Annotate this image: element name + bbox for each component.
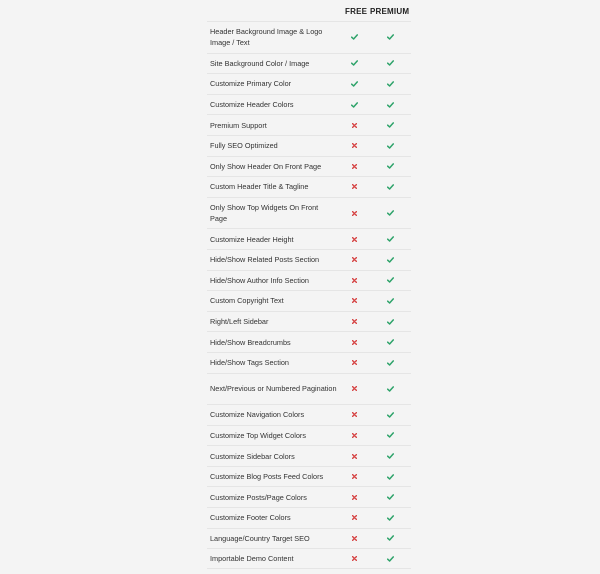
free-cell <box>337 515 371 520</box>
premium-cell <box>371 236 409 242</box>
premium-cell <box>371 122 409 128</box>
feature-label: Custom Header Title & Tagline <box>210 182 309 192</box>
premium-cell <box>371 432 409 438</box>
cross-icon <box>352 386 357 391</box>
feature-label: Next/Previous or Numbered Pagination <box>210 384 337 394</box>
free-cell <box>337 298 371 303</box>
comparison-table <box>207 0 411 569</box>
checkmark-icon <box>387 494 394 500</box>
checkmark-icon <box>387 535 394 541</box>
premium-cell <box>371 184 409 190</box>
cross-icon <box>352 360 357 365</box>
checkmark-icon <box>387 319 394 325</box>
feature-label: Customize Blog Posts Feed Colors <box>210 472 324 482</box>
checkmark-icon <box>351 102 358 108</box>
checkmark-icon <box>387 257 394 263</box>
checkmark-icon <box>387 515 394 521</box>
feature-label: Customize Top Widget Colors <box>210 430 306 440</box>
checkmark-icon <box>387 298 394 304</box>
feature-label: Importable Demo Content <box>210 554 294 564</box>
feature-label: Hide/Show Tags Section <box>210 358 289 368</box>
free-cell <box>337 386 371 391</box>
premium-column-header: PREMIUM <box>370 7 410 16</box>
checkmark-icon <box>351 81 358 87</box>
premium-cell <box>371 210 409 216</box>
table-row <box>207 373 411 405</box>
table-row <box>207 425 411 446</box>
free-cell <box>337 143 371 148</box>
free-cell <box>337 164 371 169</box>
checkmark-icon <box>387 556 394 562</box>
free-cell <box>337 257 371 262</box>
cross-icon <box>352 495 357 500</box>
table-row <box>207 311 411 332</box>
checkmark-icon <box>387 474 394 480</box>
feature-label: Customize Header Height <box>210 234 294 244</box>
table-row <box>207 249 411 270</box>
free-cell <box>337 556 371 561</box>
table-row <box>207 507 411 528</box>
premium-cell <box>371 386 409 392</box>
free-cell <box>337 495 371 500</box>
feature-label: Language/Country Target SEO <box>210 533 310 543</box>
free-column-header: FREE <box>345 7 368 16</box>
checkmark-icon <box>387 339 394 345</box>
premium-cell <box>371 60 409 66</box>
cross-icon <box>352 237 357 242</box>
free-cell <box>337 474 371 479</box>
table-row <box>207 114 411 135</box>
table-row <box>207 548 411 569</box>
checkmark-icon <box>351 60 358 66</box>
free-cell <box>337 278 371 283</box>
premium-cell <box>371 143 409 149</box>
checkmark-icon <box>387 143 394 149</box>
table-row <box>207 486 411 507</box>
table-row <box>207 331 411 352</box>
cross-icon <box>352 515 357 520</box>
checkmark-icon <box>387 184 394 190</box>
premium-cell <box>371 102 409 108</box>
cross-icon <box>352 536 357 541</box>
free-cell <box>337 536 371 541</box>
free-cell <box>337 340 371 345</box>
premium-cell <box>371 298 409 304</box>
cross-icon <box>352 257 357 262</box>
premium-cell <box>371 81 409 87</box>
feature-label: Premium Support <box>210 120 267 130</box>
checkmark-icon <box>387 432 394 438</box>
checkmark-icon <box>351 34 358 40</box>
free-cell <box>337 360 371 365</box>
cross-icon <box>352 412 357 417</box>
cross-icon <box>352 319 357 324</box>
table-row <box>207 156 411 177</box>
feature-label: Site Background Color / Image <box>210 58 310 68</box>
table-row <box>207 94 411 115</box>
feature-label: Custom Copyright Text <box>210 296 284 306</box>
checkmark-icon <box>387 34 394 40</box>
feature-label: Hide/Show Author Info Section <box>210 275 309 285</box>
cross-icon <box>352 143 357 148</box>
cross-icon <box>352 211 357 216</box>
free-cell <box>337 184 371 189</box>
table-row <box>207 445 411 466</box>
cross-icon <box>352 340 357 345</box>
free-cell <box>337 34 371 40</box>
premium-cell <box>371 339 409 345</box>
checkmark-icon <box>387 210 394 216</box>
premium-cell <box>371 494 409 500</box>
table-row <box>207 53 411 74</box>
feature-label: Customize Footer Colors <box>210 513 291 523</box>
table-row <box>207 197 411 229</box>
cross-icon <box>352 164 357 169</box>
cross-icon <box>352 184 357 189</box>
cross-icon <box>352 433 357 438</box>
checkmark-icon <box>387 60 394 66</box>
table-row <box>207 352 411 373</box>
table-row <box>207 404 411 425</box>
feature-label: Fully SEO Optimized <box>210 141 278 151</box>
free-cell <box>337 433 371 438</box>
cross-icon <box>352 454 357 459</box>
free-cell <box>337 123 371 128</box>
free-cell <box>337 60 371 66</box>
premium-cell <box>371 360 409 366</box>
cross-icon <box>352 298 357 303</box>
table-row <box>207 21 411 53</box>
free-cell <box>337 211 371 216</box>
free-cell <box>337 454 371 459</box>
feature-label: Customize Header Colors <box>210 100 294 110</box>
premium-cell <box>371 474 409 480</box>
table-row <box>207 135 411 156</box>
table-row <box>207 270 411 291</box>
feature-label: Only Show Top Widgets On Front Page <box>210 203 319 224</box>
feature-label: Hide/Show Related Posts Section <box>210 255 320 265</box>
free-cell <box>337 319 371 324</box>
feature-label: Customize Primary Color <box>210 79 292 89</box>
cross-icon <box>352 123 357 128</box>
premium-cell <box>371 34 409 40</box>
feature-label: Customize Sidebar Colors <box>210 451 295 461</box>
table-body <box>207 21 411 569</box>
checkmark-icon <box>387 277 394 283</box>
premium-cell <box>371 535 409 541</box>
checkmark-icon <box>387 360 394 366</box>
premium-cell <box>371 163 409 169</box>
cross-icon <box>352 474 357 479</box>
feature-label: Right/Left Sidebar <box>210 317 269 327</box>
cross-icon <box>352 556 357 561</box>
checkmark-icon <box>387 412 394 418</box>
checkmark-icon <box>387 81 394 87</box>
premium-cell <box>371 277 409 283</box>
table-row <box>207 73 411 94</box>
checkmark-icon <box>387 453 394 459</box>
table-row <box>207 228 411 249</box>
cross-icon <box>352 278 357 283</box>
premium-cell <box>371 319 409 325</box>
premium-cell <box>371 515 409 521</box>
checkmark-icon <box>387 163 394 169</box>
premium-cell <box>371 556 409 562</box>
table-row <box>207 466 411 487</box>
table-row <box>207 528 411 549</box>
premium-cell <box>371 453 409 459</box>
feature-label: Only Show Header On Front Page <box>210 161 322 171</box>
free-cell <box>337 102 371 108</box>
free-cell <box>337 412 371 417</box>
feature-label: Hide/Show Breadcrumbs <box>210 337 291 347</box>
checkmark-icon <box>387 386 394 392</box>
free-cell <box>337 237 371 242</box>
table-row <box>207 290 411 311</box>
premium-cell <box>371 412 409 418</box>
table-header <box>207 0 411 21</box>
free-cell <box>337 81 371 87</box>
feature-label: Customize Posts/Page Colors <box>210 492 307 502</box>
table-row <box>207 176 411 197</box>
checkmark-icon <box>387 102 394 108</box>
checkmark-icon <box>387 122 394 128</box>
premium-cell <box>371 257 409 263</box>
checkmark-icon <box>387 236 394 242</box>
feature-label: Header Background Image & Logo Image / Text <box>210 27 323 48</box>
feature-label: Customize Navigation Colors <box>210 410 305 420</box>
